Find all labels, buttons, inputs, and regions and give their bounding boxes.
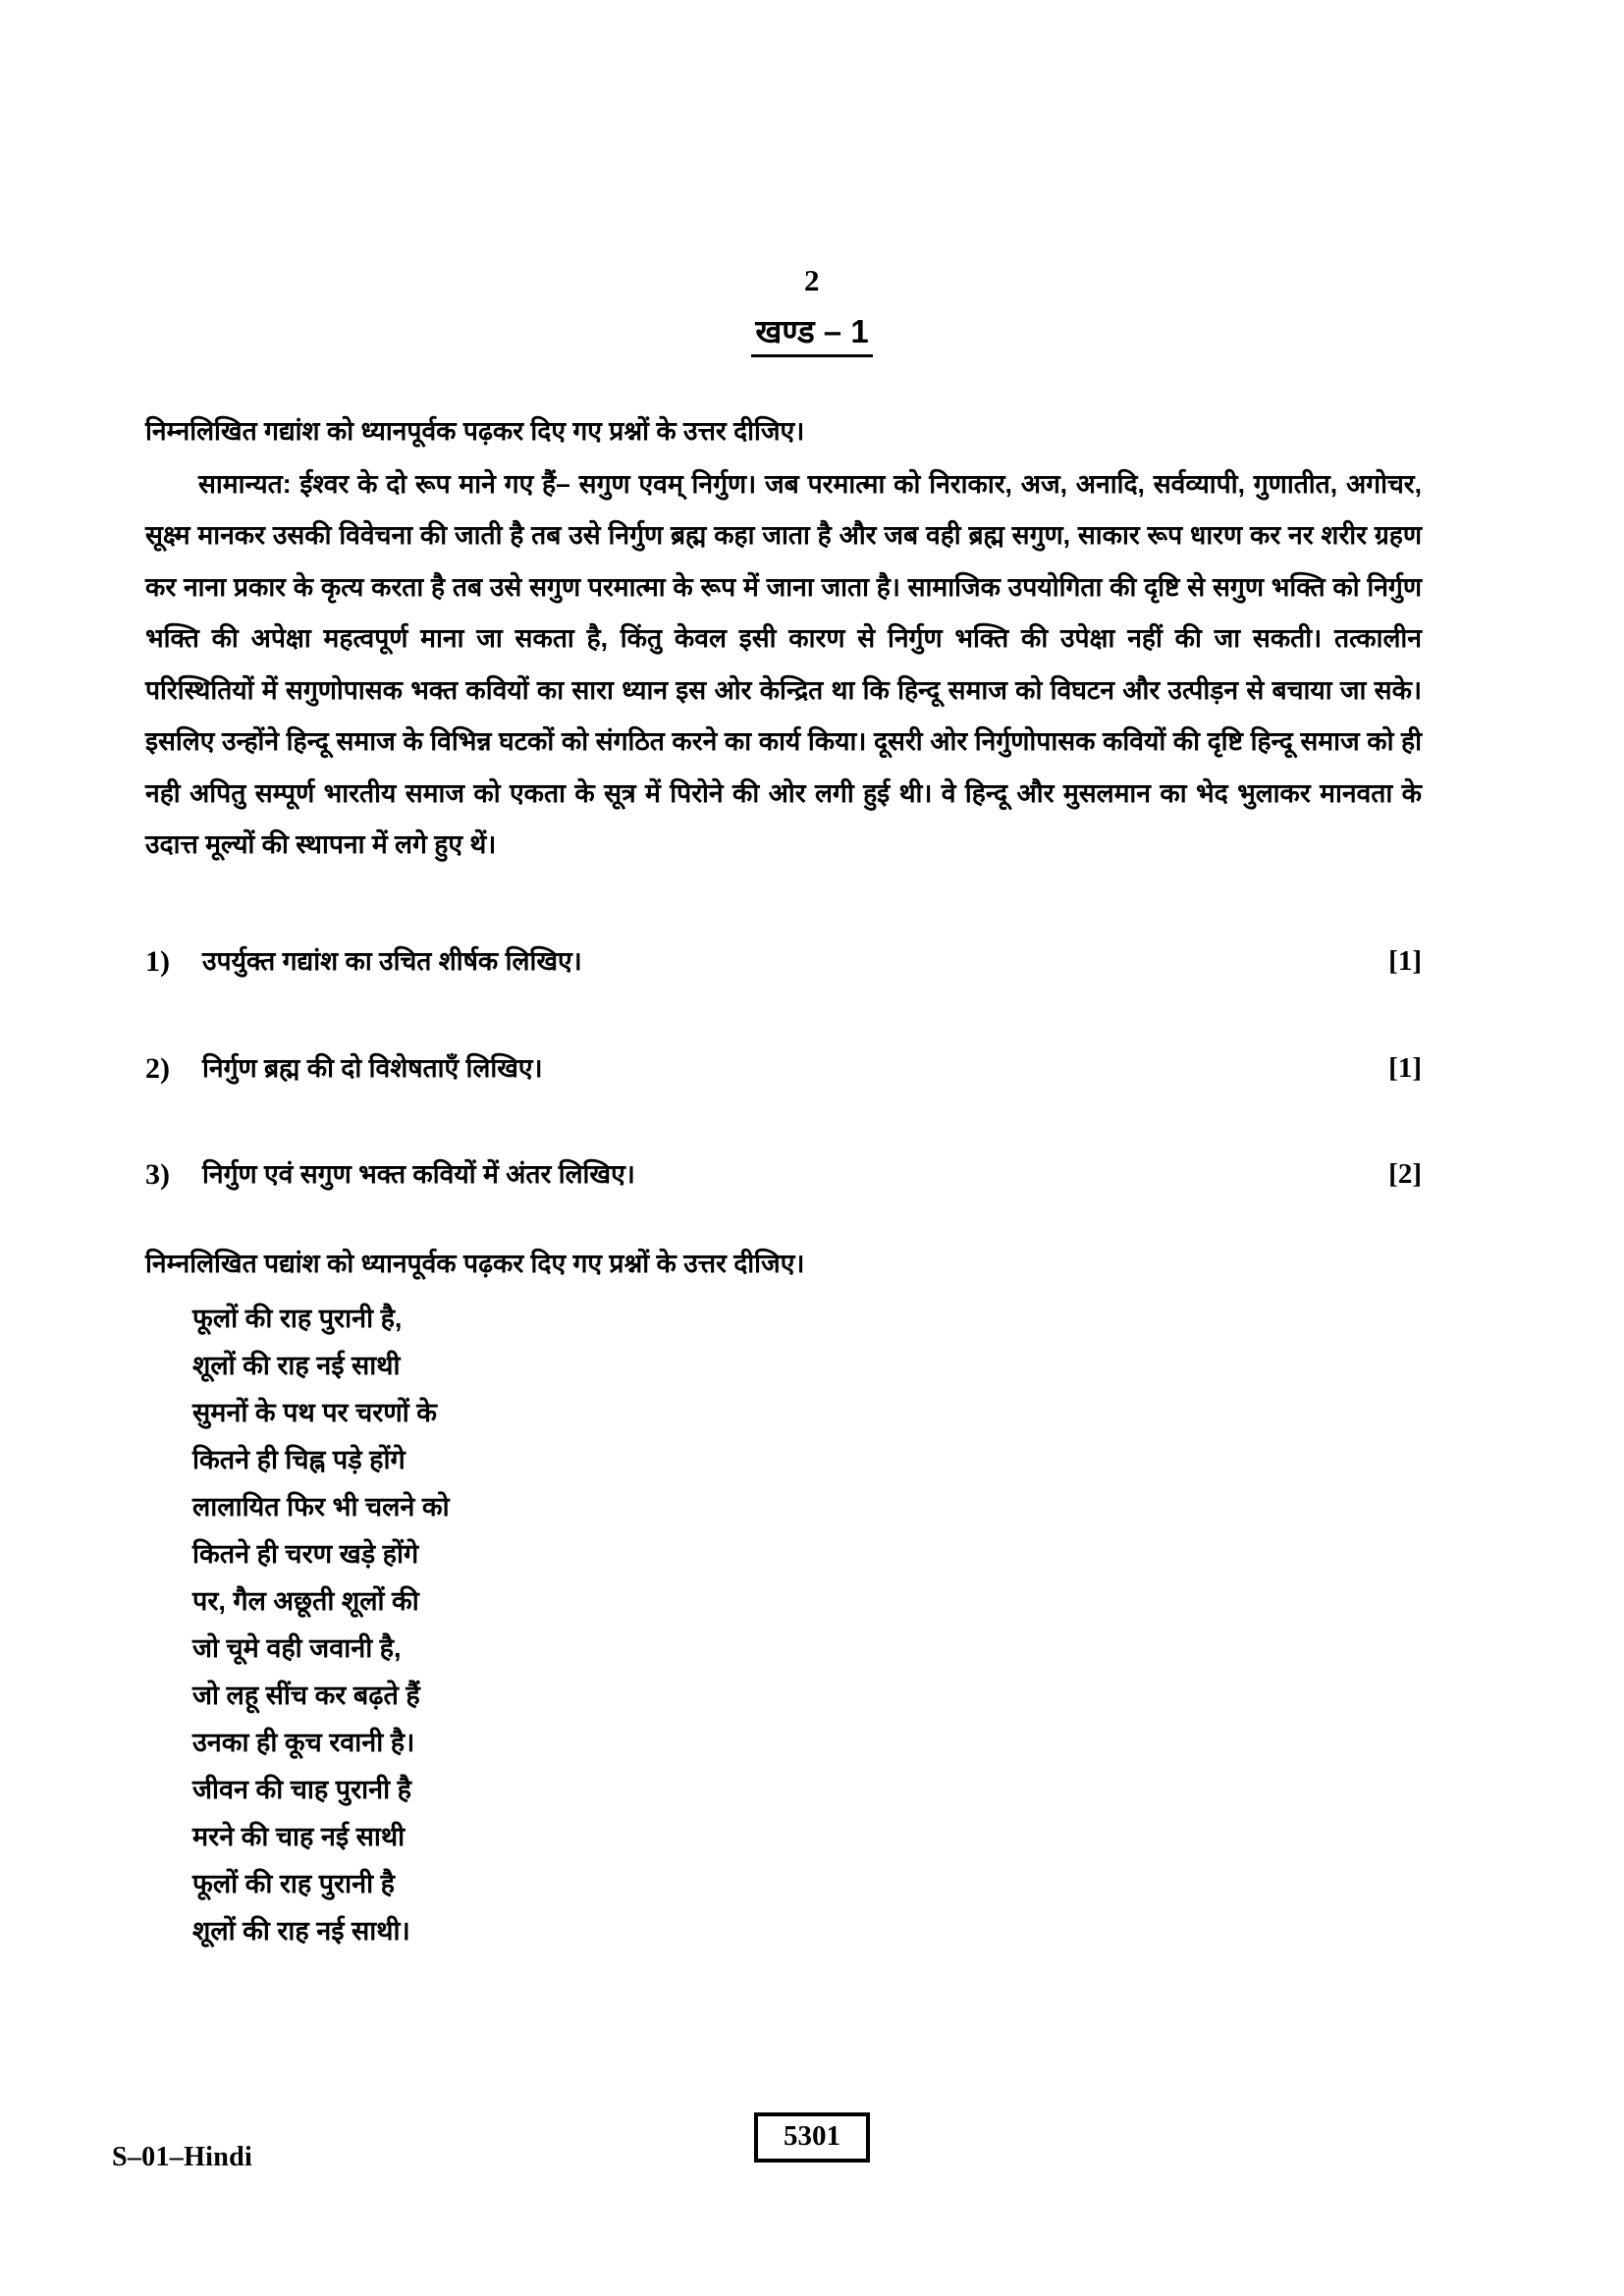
poem-line: लालायित फिर भी चलने को: [192, 1492, 450, 1522]
poem-line: पर, गैल अछूती शूलों की: [192, 1586, 419, 1616]
question-marks: [2]: [1388, 1158, 1422, 1190]
question-text: उपर्युक्त गद्यांश का उचित शीर्षक लिखिए।: [202, 946, 582, 976]
question-text: निर्गुण एवं सगुण भक्त कवियों में अंतर लिखिए।: [202, 1159, 635, 1189]
section-heading: खण्ड – 1: [751, 312, 872, 357]
poem-line: मरने की चाह नई साथी: [192, 1822, 406, 1851]
question-row: [145, 1049, 1422, 1090]
question-text: निर्गुण ब्रह्म की दो विशेषताएँ लिखिए।: [202, 1052, 543, 1083]
poem-line: कितने ही चिह्न पड़े होंगे: [192, 1445, 406, 1474]
poem-line: जो चूमे वही जवानी है,: [192, 1633, 402, 1663]
prose-passage: सामान्यत: ईश्वर के दो रूप माने गए हैं– सगुण एवम् निर्गुण। जब परमात्मा को निराकार, अज, अनादि, सर्वव्यापी, गुणातीत, अगोचर, सूक्ष्म मानकर उसकी विवेचना की जाती है तब उसे निर्गुण ब्रह्म कहा जाता है और जब वही ब्रह्म सगुण, साकार रूप धारण कर नर शरीर ग्रहण कर नाना प्रकार के कृत्य करता है तब उसे सगुण परमात्मा के रूप में जाना जाता है। सामाजिक उपयोगिता की दृष्टि से सगुण भक्ति को निर्गुण भक्ति की अपेक्षा महत्वपूर्ण माना जा सकता है, किंतु केवल इसी कारण से निर्गुण भक्ति की उपेक्षा नहीं की जा सकती। तत्कालीन परिस्थितियों में सगुणोपासक भक्त कवियों का सारा ध्यान इस ओर केन्द्रित था कि हिन्दू समाज को विघटन और उत्पीड़न से बचाया जा सके। इसलिए उन्होंने हिन्दू समाज के विभिन्न घटकों को संगठित करने का कार्य किया। दूसरी ओर निर्गुणोपासक कवियों की दृष्टि हिन्दू समाज को ही नही अपितु सम्पूर्ण भारतीय समाज को एकता के सूत्र में पिरोने की ओर लगी हुई थी। वे हिन्दू और मुसलमान का भेद भुलाकर मानवता के उदात्त मूल्यों की स्थापना में लगे हुए थें।: [145, 468, 1422, 860]
prose-questions-list: [145, 942, 1422, 1262]
poem-line: फूलों की राह पुरानी है,: [192, 1304, 403, 1333]
boxed-code-container: [0, 2112, 1624, 2163]
boxed-code: 5301: [754, 2112, 870, 2163]
poem-line: जीवन की चाह पुरानी है: [192, 1775, 411, 1804]
poem-line: फूलों की राह पुरानी है: [192, 1869, 395, 1898]
page-number: 2: [804, 263, 820, 297]
question-marks: [1]: [1388, 945, 1422, 977]
question-row: [145, 942, 1422, 983]
poem-line: उनका ही कूच रवानी है।: [192, 1728, 415, 1757]
section-heading-container: [0, 312, 1624, 357]
question-number: 1): [145, 945, 170, 978]
prose-instruction: निम्नलिखित गद्यांश को ध्यानपूर्वक पढ़कर दिए गए प्रश्नों के उत्तर दीजिए।: [145, 416, 805, 446]
poem-line: जो लहू सींच कर बढ़ते हैं: [192, 1681, 420, 1710]
question-number: 2): [145, 1051, 170, 1085]
question-number: 3): [145, 1158, 170, 1191]
poem-instruction: निम्नलिखित पद्यांश को ध्यानपूर्वक पढ़कर दिए गए प्रश्नों के उत्तर दीजिए।: [145, 1249, 805, 1278]
poem-line: शूलों की राह नई साथी: [192, 1351, 401, 1380]
question-row: [145, 1155, 1422, 1196]
question-marks: [1]: [1388, 1051, 1422, 1084]
poem-line: शूलों की राह नई साथी।: [192, 1916, 410, 1946]
poem-line: कितने ही चरण खड़े होंगे: [192, 1539, 419, 1569]
paper-code: S–01–Hindi: [112, 2142, 253, 2172]
poem-body: [192, 1306, 1076, 1965]
prose-section: [145, 410, 1422, 871]
poem-line: सुमनों के पथ पर चरणों के: [192, 1398, 438, 1427]
